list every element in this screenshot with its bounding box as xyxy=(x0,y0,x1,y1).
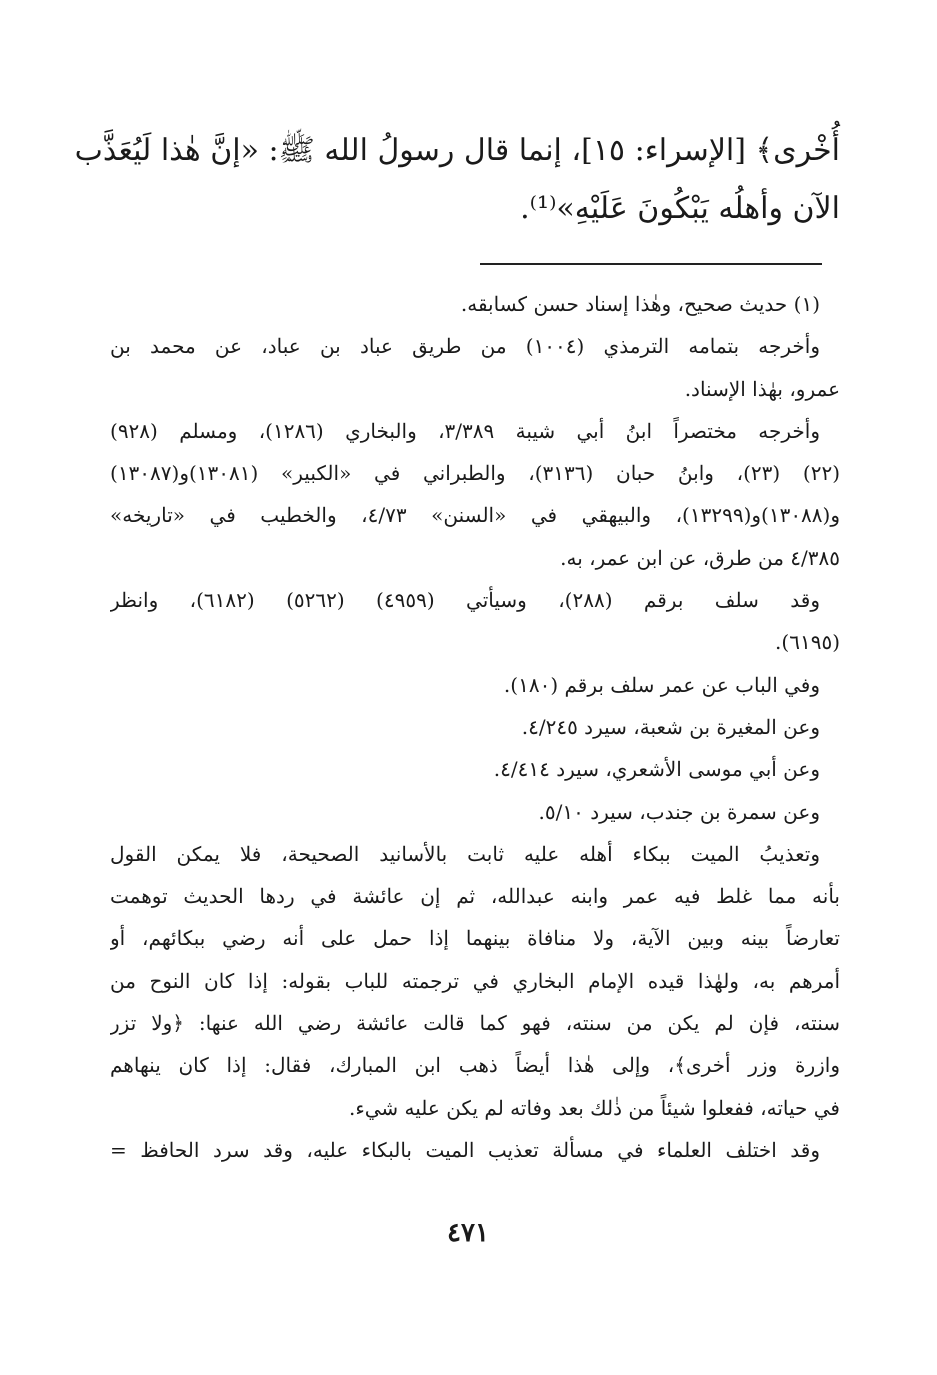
footnotes xyxy=(110,283,840,1171)
footnote-line: وفي الباب عن عمر سلف برقم (١٨٠). xyxy=(503,672,820,697)
footnote-line: وأخرجه مختصراً ابنُ أبي شيبة ٣/٣٨٩، والبخاري (١٢٨٦)، ومسلم (٩٢٨) xyxy=(110,418,820,443)
footnote-line: وأخرجه بتمامه الترمذي (١٠٠٤) من طريق عباد بن عباد، عن محمد بن xyxy=(110,334,820,359)
footnote-line: عمرو، بهٰذا الإسناد. xyxy=(684,376,840,401)
footnote-line: في حياته، ففعلوا شيئاً من ذٰلك بعد وفاته لم يكن عليه شيء. xyxy=(348,1095,840,1120)
footnote-line: و(١٣٠٨٨)و(١٣٢٩٩)، والبيهقي في «السنن» ٤/٧٣، والخطيب في «تاريخه» xyxy=(110,503,840,528)
footnote-line: وازرة وزر أخرى﴾، وإلى هٰذا أيضاً ذهب ابن المبارك، فقال: إذا كان ينهاهم xyxy=(110,1053,840,1078)
main-text xyxy=(74,122,840,238)
footnote-line: سنته، فإن لم يكن من سنته، فهو كما قالت عائشة رضي الله عنها: ﴿ولا تزر xyxy=(110,1011,840,1036)
footnote-line: (٢٢) (٢٣)، وابنُ حبان (٣١٣٦)، والطبراني في «الكبير» (١٣٠٨١)و(١٣٠٨٧) xyxy=(110,461,840,486)
footnote-line: تعارضاً بينه وبين الآية، ولا منافاة بينهما إذا حمل على أنه رضي ببكائهم، أو xyxy=(110,926,840,951)
footnote-line: (٦١٩٥). xyxy=(775,630,840,655)
footnote-line: (١) حديث صحيح، وهٰذا إسناد حسن كسابقه. xyxy=(460,292,820,316)
main-text-line: الآن وأهلُه يَبْكُونَ عَلَيْهِ»⁽¹⁾. xyxy=(520,191,840,226)
footnote-line: وتعذيبُ الميت ببكاء أهله عليه ثابت بالأسانيد الصحيحة، فلا يمكن القول xyxy=(110,841,820,866)
footnote-line: أمرهم به، ولهٰذا قيده الإمام البخاري في ترجمته للباب بقوله: إذا كان النوح من xyxy=(110,968,840,993)
footnote-line: وعن المغيرة بن شعبة، سيرد ٤/٢٤٥. xyxy=(521,714,820,739)
footnote-line: وعن سمرة بن جندب، سيرد ٥/١٠. xyxy=(538,799,820,824)
footnote-line: وعن أبي موسى الأشعري، سيرد ٤/٤١٤. xyxy=(493,757,820,782)
footnote-line: وقد اختلف العلماء في مسألة تعذيب الميت بالبكاء عليه، وقد سرد الحافظ = xyxy=(110,1137,820,1162)
footnote-line: بأنه مما غلط فيه عمر وابنه عبدالله، ثم إن عائشة في ردها الحديث توهمت xyxy=(110,884,840,909)
footnote-line: وقد سلف برقم (٢٨٨)، وسيأتي (٤٩٥٩) (٥٢٦٢) (٦١٨٢)، وانظر xyxy=(110,588,820,613)
footnote-separator xyxy=(480,263,822,265)
page-number: ٤٧١ xyxy=(447,1218,489,1248)
footnote-line: ٤/٣٨٥ من طرق، عن ابن عمر، به. xyxy=(560,545,840,570)
main-text-line: أُخْرى﴾ [الإسراء: ١٥]، إنما قال رسولُ الله ﷺ: «إنَّ هٰذا لَيُعَذَّب xyxy=(74,133,840,168)
